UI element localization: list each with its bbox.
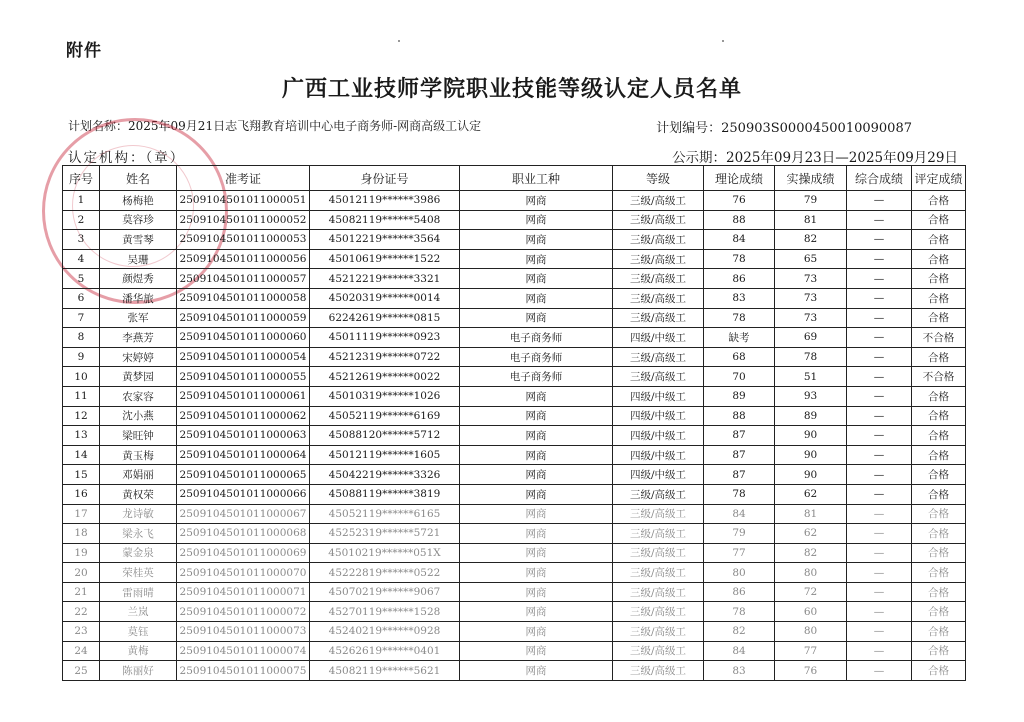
cell-practice-score: 79 [775, 191, 847, 211]
table-row [63, 563, 966, 583]
cell-occupation: 网商 [460, 386, 613, 406]
cell-no: 5 [63, 269, 100, 289]
cell-name: 莫容珍 [100, 210, 177, 230]
cell-occupation: 网商 [460, 484, 613, 504]
col-header-exam-ticket: 准考证 [177, 166, 310, 191]
table-row [63, 308, 966, 328]
cell-no: 19 [63, 543, 100, 563]
table-row [63, 406, 966, 426]
cell-level: 三级/高级工 [613, 269, 704, 289]
cell-exam-ticket: 2509104501011000058 [177, 288, 310, 308]
cell-overall-score: — [847, 543, 912, 563]
cell-no: 1 [63, 191, 100, 211]
cell-practice-score: 90 [775, 445, 847, 465]
table-row [63, 661, 966, 681]
cell-overall-score: — [847, 504, 912, 524]
cell-occupation: 网商 [460, 191, 613, 211]
cell-level: 三级/高级工 [613, 230, 704, 250]
page-title: 广西工业技师学院职业技能等级认定人员名单 [281, 77, 742, 102]
cell-no: 21 [63, 582, 100, 602]
cell-id-number: 62242619******0815 [310, 308, 460, 328]
cell-practice-score: 60 [775, 602, 847, 622]
cell-name: 吴珊 [100, 249, 177, 269]
cell-level: 四级/中级工 [613, 406, 704, 426]
cell-name: 梁永飞 [100, 524, 177, 544]
cell-name: 潘华旅 [100, 288, 177, 308]
cell-overall-score: — [847, 191, 912, 211]
cell-theory-score: 68 [704, 347, 775, 367]
cell-level: 三级/高级工 [613, 191, 704, 211]
cell-level: 三级/高级工 [613, 249, 704, 269]
cell-name: 黄梅 [100, 641, 177, 661]
cell-theory-score: 86 [704, 582, 775, 602]
table-row [63, 328, 966, 348]
cell-level: 三级/高级工 [613, 661, 704, 681]
cell-theory-score: 78 [704, 602, 775, 622]
cell-no: 11 [63, 386, 100, 406]
cell-overall-score: — [847, 445, 912, 465]
cell-overall-score: — [847, 347, 912, 367]
cell-overall-score: — [847, 210, 912, 230]
cell-level: 三级/高级工 [613, 563, 704, 583]
cell-name: 雷雨晴 [100, 582, 177, 602]
cell-no: 16 [63, 484, 100, 504]
cell-result: 合格 [912, 504, 966, 524]
table-row [63, 504, 966, 524]
cell-result: 合格 [912, 269, 966, 289]
cell-level: 三级/高级工 [613, 367, 704, 387]
candidate-table [62, 165, 966, 681]
cell-result: 合格 [912, 484, 966, 504]
cell-name: 杨梅艳 [100, 191, 177, 211]
cell-name: 黄梦园 [100, 367, 177, 387]
cell-occupation: 电子商务师 [460, 347, 613, 367]
col-header-level: 等级 [613, 166, 704, 191]
cell-no: 23 [63, 622, 100, 642]
cell-name: 兰岚 [100, 602, 177, 622]
cell-exam-ticket: 2509104501011000059 [177, 308, 310, 328]
cell-exam-ticket: 2509104501011000072 [177, 602, 310, 622]
col-header-id-number: 身份证号 [310, 166, 460, 191]
cell-occupation: 网商 [460, 269, 613, 289]
plan-name: 计划名称：2025年09月21日志飞翔教育培训中心电子商务师-网商高级工认定 [68, 119, 482, 133]
cell-practice-score: 80 [775, 622, 847, 642]
cell-id-number: 45010319******1026 [310, 386, 460, 406]
cell-name: 莫钰 [100, 622, 177, 642]
cell-exam-ticket: 2509104501011000065 [177, 465, 310, 485]
cell-overall-score: — [847, 426, 912, 446]
cell-id-number: 45262619******0401 [310, 641, 460, 661]
cell-level: 三级/高级工 [613, 543, 704, 563]
cell-name: 黄权荣 [100, 484, 177, 504]
cell-result: 合格 [912, 230, 966, 250]
cell-no: 14 [63, 445, 100, 465]
certification-org: 认定机构：（章） [68, 150, 186, 166]
cell-exam-ticket: 2509104501011000063 [177, 426, 310, 446]
cell-result: 合格 [912, 347, 966, 367]
cell-level: 三级/高级工 [613, 308, 704, 328]
cell-result: 合格 [912, 582, 966, 602]
table-row [63, 367, 966, 387]
cell-id-number: 45082119******5408 [310, 210, 460, 230]
cell-level: 三级/高级工 [613, 641, 704, 661]
table-row [63, 249, 966, 269]
cell-result: 合格 [912, 641, 966, 661]
cell-practice-score: 93 [775, 386, 847, 406]
cell-exam-ticket: 2509104501011000055 [177, 367, 310, 387]
cell-result: 不合格 [912, 367, 966, 387]
cell-no: 24 [63, 641, 100, 661]
cell-overall-score: — [847, 582, 912, 602]
cell-name: 张军 [100, 308, 177, 328]
cell-level: 三级/高级工 [613, 484, 704, 504]
cell-theory-score: 83 [704, 288, 775, 308]
cell-name: 黄玉梅 [100, 445, 177, 465]
cell-practice-score: 65 [775, 249, 847, 269]
cell-theory-score: 86 [704, 269, 775, 289]
cell-overall-score: — [847, 641, 912, 661]
cell-no: 20 [63, 563, 100, 583]
cell-overall-score: — [847, 602, 912, 622]
cell-id-number: 45020319******0014 [310, 288, 460, 308]
cell-id-number: 45240219******0928 [310, 622, 460, 642]
cell-theory-score: 87 [704, 426, 775, 446]
cell-exam-ticket: 2509104501011000066 [177, 484, 310, 504]
cell-no: 18 [63, 524, 100, 544]
cell-result: 合格 [912, 563, 966, 583]
cell-id-number: 45052119******6169 [310, 406, 460, 426]
cell-level: 四级/中级工 [613, 386, 704, 406]
cell-no: 25 [63, 661, 100, 681]
cell-exam-ticket: 2509104501011000062 [177, 406, 310, 426]
cell-level: 四级/中级工 [613, 445, 704, 465]
table-row [63, 543, 966, 563]
cell-exam-ticket: 2509104501011000056 [177, 249, 310, 269]
cell-no: 12 [63, 406, 100, 426]
cell-occupation: 网商 [460, 249, 613, 269]
cell-practice-score: 73 [775, 308, 847, 328]
cell-id-number: 45082119******5621 [310, 661, 460, 681]
cell-exam-ticket: 2509104501011000052 [177, 210, 310, 230]
cell-practice-score: 73 [775, 288, 847, 308]
cell-theory-score: 83 [704, 661, 775, 681]
cell-name: 蒙金泉 [100, 543, 177, 563]
cell-occupation: 电子商务师 [460, 328, 613, 348]
col-header-name: 姓名 [100, 166, 177, 191]
cell-no: 3 [63, 230, 100, 250]
cell-result: 合格 [912, 661, 966, 681]
col-header-no: 序号 [63, 166, 100, 191]
cell-overall-score: — [847, 328, 912, 348]
cell-theory-score: 78 [704, 484, 775, 504]
table-row [63, 347, 966, 367]
cell-theory-score: 76 [704, 191, 775, 211]
cell-occupation: 网商 [460, 524, 613, 544]
cell-exam-ticket: 2509104501011000068 [177, 524, 310, 544]
cell-theory-score: 84 [704, 230, 775, 250]
cell-practice-score: 81 [775, 210, 847, 230]
cell-practice-score: 77 [775, 641, 847, 661]
cell-theory-score: 78 [704, 308, 775, 328]
cell-practice-score: 89 [775, 406, 847, 426]
cell-name: 荣桂英 [100, 563, 177, 583]
cell-exam-ticket: 2509104501011000053 [177, 230, 310, 250]
col-header-occupation: 职业工种 [460, 166, 613, 191]
cell-exam-ticket: 2509104501011000069 [177, 543, 310, 563]
cell-no: 13 [63, 426, 100, 446]
cell-no: 22 [63, 602, 100, 622]
table-row [63, 230, 966, 250]
col-header-theory-score: 理论成绩 [704, 166, 775, 191]
cell-level: 三级/高级工 [613, 622, 704, 642]
scan-speck [722, 40, 724, 42]
cell-name: 黄雪琴 [100, 230, 177, 250]
cell-exam-ticket: 2509104501011000067 [177, 504, 310, 524]
cell-overall-score: — [847, 622, 912, 642]
cell-name: 颜煜秀 [100, 269, 177, 289]
plan-number: 计划编号：250903S0000450010090087 [656, 121, 912, 136]
cell-no: 8 [63, 328, 100, 348]
publicity-period: 公示期：2025年09月23日—2025年09月29日 [672, 150, 958, 166]
cell-id-number: 45042219******3326 [310, 465, 460, 485]
cell-result: 合格 [912, 249, 966, 269]
cell-theory-score: 82 [704, 622, 775, 642]
cell-theory-score: 84 [704, 641, 775, 661]
cell-result: 合格 [912, 602, 966, 622]
cell-overall-score: — [847, 230, 912, 250]
cell-name: 李燕芳 [100, 328, 177, 348]
cell-id-number: 45070219******9067 [310, 582, 460, 602]
cell-occupation: 网商 [460, 465, 613, 485]
cell-theory-score: 70 [704, 367, 775, 387]
cell-id-number: 45088120******5712 [310, 426, 460, 446]
cell-occupation: 网商 [460, 230, 613, 250]
cell-exam-ticket: 2509104501011000057 [177, 269, 310, 289]
cell-occupation: 网商 [460, 622, 613, 642]
cell-exam-ticket: 2509104501011000051 [177, 191, 310, 211]
cell-overall-score: — [847, 386, 912, 406]
cell-name: 农家容 [100, 386, 177, 406]
cell-level: 三级/高级工 [613, 210, 704, 230]
cell-level: 三级/高级工 [613, 582, 704, 602]
cell-exam-ticket: 2509104501011000073 [177, 622, 310, 642]
table-row [63, 210, 966, 230]
cell-exam-ticket: 2509104501011000060 [177, 328, 310, 348]
cell-result: 合格 [912, 426, 966, 446]
col-header-practice-score: 实操成绩 [775, 166, 847, 191]
col-header-overall-score: 综合成绩 [847, 166, 912, 191]
cell-practice-score: 51 [775, 367, 847, 387]
table-row [63, 582, 966, 602]
cell-theory-score: 80 [704, 563, 775, 583]
cell-name: 邓娟丽 [100, 465, 177, 485]
cell-result: 合格 [912, 445, 966, 465]
cell-result: 合格 [912, 386, 966, 406]
cell-occupation: 网商 [460, 661, 613, 681]
cell-no: 4 [63, 249, 100, 269]
cell-id-number: 45252319******5721 [310, 524, 460, 544]
cell-theory-score: 78 [704, 249, 775, 269]
table-row [63, 191, 966, 211]
cell-practice-score: 73 [775, 269, 847, 289]
table-row [63, 641, 966, 661]
cell-result: 合格 [912, 524, 966, 544]
cell-no: 9 [63, 347, 100, 367]
cell-occupation: 电子商务师 [460, 367, 613, 387]
cell-theory-score: 79 [704, 524, 775, 544]
cell-exam-ticket: 2509104501011000075 [177, 661, 310, 681]
cell-occupation: 网商 [460, 641, 613, 661]
cell-practice-score: 78 [775, 347, 847, 367]
cell-id-number: 45270119******1528 [310, 602, 460, 622]
cell-result: 合格 [912, 191, 966, 211]
cell-no: 7 [63, 308, 100, 328]
cell-overall-score: — [847, 269, 912, 289]
table-header-row [63, 166, 966, 191]
cell-id-number: 45012119******3986 [310, 191, 460, 211]
cell-name: 龙诗敏 [100, 504, 177, 524]
cell-name: 陈丽好 [100, 661, 177, 681]
cell-practice-score: 72 [775, 582, 847, 602]
table-row [63, 524, 966, 544]
cell-exam-ticket: 2509104501011000071 [177, 582, 310, 602]
cell-practice-score: 69 [775, 328, 847, 348]
cell-no: 2 [63, 210, 100, 230]
cell-level: 三级/高级工 [613, 504, 704, 524]
cell-practice-score: 90 [775, 465, 847, 485]
cell-overall-score: — [847, 288, 912, 308]
cell-practice-score: 76 [775, 661, 847, 681]
table-row [63, 602, 966, 622]
cell-id-number: 45010219******051X [310, 543, 460, 563]
cell-result: 合格 [912, 465, 966, 485]
cell-level: 三级/高级工 [613, 288, 704, 308]
cell-level: 三级/高级工 [613, 524, 704, 544]
cell-occupation: 网商 [460, 563, 613, 583]
table-row [63, 484, 966, 504]
cell-level: 三级/高级工 [613, 602, 704, 622]
cell-theory-score: 89 [704, 386, 775, 406]
table-row [63, 269, 966, 289]
cell-occupation: 网商 [460, 504, 613, 524]
cell-practice-score: 82 [775, 230, 847, 250]
cell-level: 四级/中级工 [613, 465, 704, 485]
col-header-result: 评定成绩 [912, 166, 966, 191]
scan-speck [398, 40, 400, 42]
cell-overall-score: — [847, 661, 912, 681]
cell-overall-score: — [847, 563, 912, 583]
cell-overall-score: — [847, 465, 912, 485]
cell-result: 合格 [912, 210, 966, 230]
cell-level: 四级/中级工 [613, 328, 704, 348]
cell-no: 10 [63, 367, 100, 387]
cell-practice-score: 90 [775, 426, 847, 446]
cell-result: 不合格 [912, 328, 966, 348]
cell-overall-score: — [847, 249, 912, 269]
cell-id-number: 45011119******0923 [310, 328, 460, 348]
cell-practice-score: 81 [775, 504, 847, 524]
cell-overall-score: — [847, 484, 912, 504]
cell-result: 合格 [912, 543, 966, 563]
cell-no: 15 [63, 465, 100, 485]
cell-practice-score: 80 [775, 563, 847, 583]
cell-no: 6 [63, 288, 100, 308]
table-row [63, 288, 966, 308]
cell-exam-ticket: 2509104501011000064 [177, 445, 310, 465]
cell-theory-score: 84 [704, 504, 775, 524]
cell-occupation: 网商 [460, 308, 613, 328]
cell-id-number: 45088119******3819 [310, 484, 460, 504]
cell-id-number: 45012219******3564 [310, 230, 460, 250]
cell-id-number: 45212219******3321 [310, 269, 460, 289]
cell-occupation: 网商 [460, 210, 613, 230]
cell-level: 四级/中级工 [613, 426, 704, 446]
cell-occupation: 网商 [460, 602, 613, 622]
cell-occupation: 网商 [460, 582, 613, 602]
cell-result: 合格 [912, 622, 966, 642]
cell-occupation: 网商 [460, 406, 613, 426]
cell-occupation: 网商 [460, 543, 613, 563]
cell-theory-score: 77 [704, 543, 775, 563]
table-row [63, 426, 966, 446]
cell-theory-score: 88 [704, 406, 775, 426]
cell-name: 沈小燕 [100, 406, 177, 426]
cell-theory-score: 缺考 [704, 328, 775, 348]
cell-theory-score: 88 [704, 210, 775, 230]
cell-occupation: 网商 [460, 426, 613, 446]
cell-theory-score: 87 [704, 445, 775, 465]
cell-exam-ticket: 2509104501011000074 [177, 641, 310, 661]
cell-occupation: 网商 [460, 445, 613, 465]
cell-no: 17 [63, 504, 100, 524]
cell-overall-score: — [847, 367, 912, 387]
cell-overall-score: — [847, 524, 912, 544]
cell-practice-score: 82 [775, 543, 847, 563]
cell-id-number: 45012119******1605 [310, 445, 460, 465]
cell-occupation: 网商 [460, 288, 613, 308]
table-row [63, 622, 966, 642]
cell-result: 合格 [912, 308, 966, 328]
cell-exam-ticket: 2509104501011000061 [177, 386, 310, 406]
cell-theory-score: 87 [704, 465, 775, 485]
table-row [63, 445, 966, 465]
cell-exam-ticket: 2509104501011000054 [177, 347, 310, 367]
table-row [63, 386, 966, 406]
cell-id-number: 45052119******6165 [310, 504, 460, 524]
cell-result: 合格 [912, 288, 966, 308]
cell-level: 三级/高级工 [613, 347, 704, 367]
cell-exam-ticket: 2509104501011000070 [177, 563, 310, 583]
cell-id-number: 45212619******0022 [310, 367, 460, 387]
cell-name: 宋婷婷 [100, 347, 177, 367]
cell-name: 梁旺钟 [100, 426, 177, 446]
cell-practice-score: 62 [775, 524, 847, 544]
cell-practice-score: 62 [775, 484, 847, 504]
cell-id-number: 45212319******0722 [310, 347, 460, 367]
table-row [63, 465, 966, 485]
cell-overall-score: — [847, 406, 912, 426]
attachment-label: 附件 [66, 41, 102, 61]
cell-overall-score: — [847, 308, 912, 328]
cell-id-number: 45010619******1522 [310, 249, 460, 269]
cell-id-number: 45222819******0522 [310, 563, 460, 583]
cell-result: 合格 [912, 406, 966, 426]
